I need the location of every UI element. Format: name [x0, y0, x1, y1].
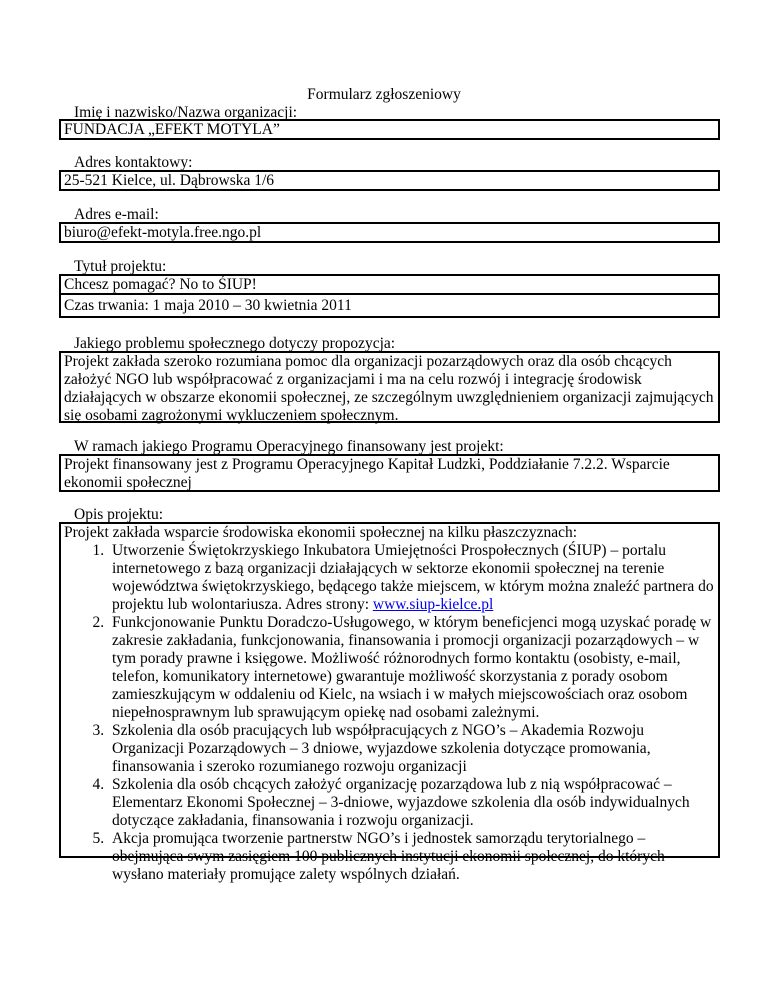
description-label: Opis projektu: — [74, 506, 164, 523]
project-title-value: Chcesz pomagać? No to ŚIUP! — [64, 276, 257, 293]
program-field[interactable] — [59, 454, 720, 492]
description-intro: Projekt zakłada wsparcie środowiska ekonomii społecznej na kilku płaszczyznach: — [64, 524, 578, 541]
email-value: biuro@efekt-motyla.free.ngo.pl — [64, 224, 262, 241]
problem-label: Jakiego problemu społecznego dotyczy propozycja: — [74, 335, 396, 352]
name-field[interactable] — [59, 119, 720, 140]
project-title-field[interactable] — [59, 274, 720, 295]
page-title: Formularz zgłoszeniowy — [307, 86, 461, 103]
address-field[interactable] — [59, 170, 720, 191]
website-link[interactable]: www.siup-kielce.pl — [372, 596, 494, 613]
name-label: Imię i nazwisko/Nazwa organizacji: — [74, 104, 298, 121]
problem-value: Projekt zakłada szeroko rozumiana pomoc dla organizacji pozarządowych oraz dla osób chcących założyć NGO lub współpracować z organizacjami i ma na celu rozwój i integrację środowisk działających w obszarze ekonomii społecznej, ze szczególnym uwzględnieniem organizacji zajmujących się osobami zagrożonymi wykluczeniem społecznym. — [64, 353, 714, 424]
list-item: 5. Akcja promująca tworzenie partnerstw NGO’s i jednostek samorządu terytorialnego – obejmująca swym zasięgiem 100 publicznych instytucji ekonomii społecznej, do których wysłano materiały promujące zalety wspólnych działań. — [108, 830, 718, 884]
problem-field[interactable] — [59, 351, 720, 423]
list-item: 4. Szkolenia dla osób chcących założyć organizację pozarządowa lub z nią współpracować – Elementarz Ekonomi Społecznej – 3-dniowe, wyjazdowe szkolenia dla osób indywidualnych dotyczące zakładania, finansowania i rozwoju organizacji. — [108, 776, 718, 830]
duration-value: Czas trwania: 1 maja 2010 – 30 kwietnia 2011 — [64, 297, 352, 314]
list-item: 3. Szkolenia dla osób pracujących lub współpracujących z NGO’s – Akademia Rozwoju Organizacji Pozarządowych – 3 dniowe, wyjazdowe szkolenia dotyczące promowania, finansowania i szeroko rozumianego rozwoju organizacji — [108, 722, 718, 776]
email-field[interactable] — [59, 222, 720, 243]
description-field[interactable] — [59, 522, 720, 883]
program-value: Projekt finansowany jest z Programu Operacyjnego Kapitał Ludzki, Poddziałanie 7.2.2. Wsparcie ekonomii społecznej — [64, 456, 670, 491]
program-label: W ramach jakiego Programu Operacyjnego finansowany jest projekt: — [74, 438, 504, 455]
name-value: FUNDACJA „EFEKT MOTYLA” — [64, 121, 280, 138]
address-label: Adres kontaktowy: — [74, 154, 193, 171]
list-item: 1. Utworzenie Świętokrzyskiego Inkubatora Umiejętności Prospołecznych (ŚIUP) – portalu internetowego z bazą organizacji działających w sektorze ekonomii społecznej na terenie województwa świętokrzyskiego, będącego także miejscem, w którym można znaleźć partnera do projektu lub wolontariusza. Adres strony: www.siup-kielce.pl — [108, 542, 718, 614]
list-item: 2. Funkcjonowanie Punktu Doradczo-Usługowego, w którym beneficjenci mogą uzyskać poradę w zakresie zakładania, funkcjonowania, finansowania i promocji organizacji pozarządowych – w tym porady prawne i księgowe. Możliwość różnorodnych formo kontaktu (osobisty, e-mail, telefon, komunikatory internetowe) gwarantuje możliwość skorzystania z porady osobom zamieszkującym w oddaleniu od Kielc, na wsiach i w małych miejscowościach oraz osobom niepełnosprawnym lub sprawującym opiekę nad osobami zależnymi. — [108, 614, 718, 722]
duration-field[interactable] — [59, 295, 720, 318]
project-title-label: Tytuł projektu: — [74, 258, 167, 275]
description-list — [64, 542, 718, 884]
email-label: Adres e-mail: — [74, 206, 159, 223]
address-value: 25-521 Kielce, ul. Dąbrowska 1/6 — [64, 172, 275, 189]
